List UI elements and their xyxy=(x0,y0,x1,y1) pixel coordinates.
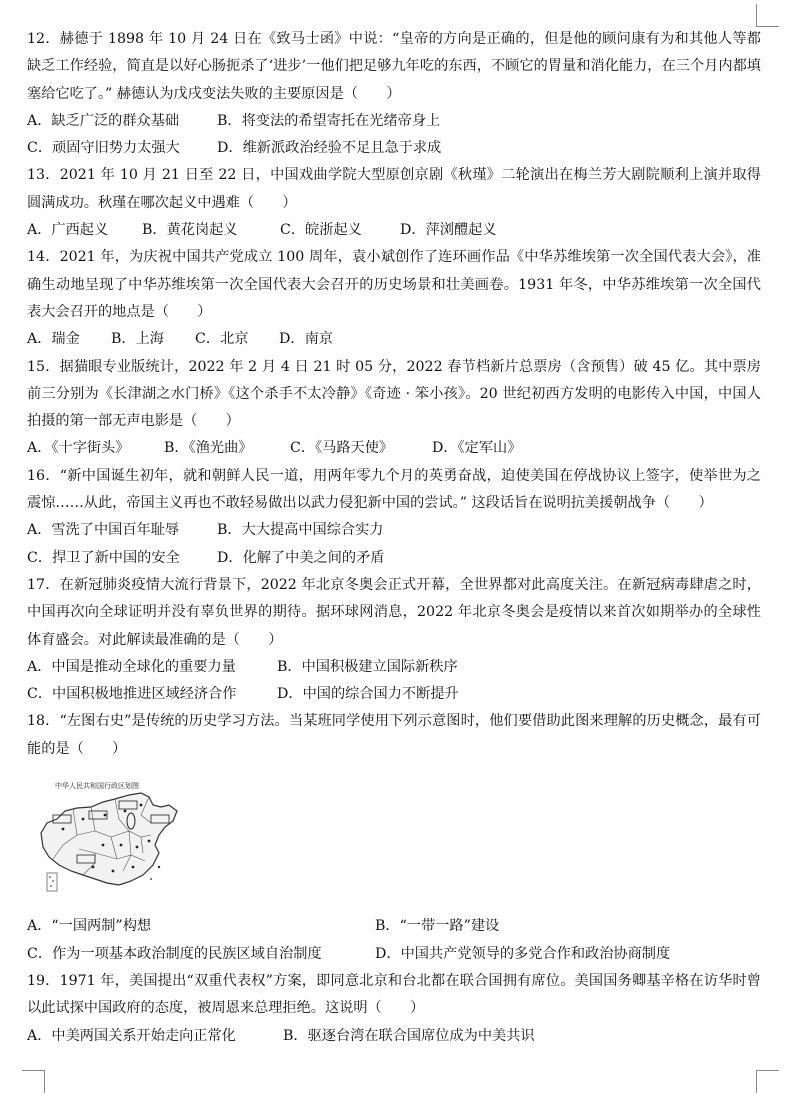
option-d[interactable]: D．维新派政治经验不足且急于求成 xyxy=(217,140,442,157)
question-13-stem: 13．2021 年 10 月 21 日至 22 日，中国戏曲学院大型原创京剧《秋瑾》二轮演出在梅兰芳大剧院顺利上演并取得圆满成功。秋瑾在哪次起义中遇难（ ） xyxy=(27,167,761,211)
option-a[interactable]: A．缺乏广泛的群众基础 xyxy=(27,112,180,129)
question-18-options-2 xyxy=(27,941,761,968)
question-17-options xyxy=(27,654,761,681)
option-b[interactable]: B．《渔光曲》 xyxy=(164,440,253,457)
option-a[interactable]: A．瑞金 xyxy=(27,331,80,348)
question-13-options xyxy=(27,217,761,244)
option-d[interactable]: D．化解了中美之间的矛盾 xyxy=(217,549,385,566)
option-c[interactable]: C．捍卫了新中国的安全 xyxy=(27,549,180,566)
question-16-options xyxy=(27,517,761,544)
question-19-options xyxy=(27,1023,761,1050)
corner-mark-bottom-right xyxy=(756,1070,779,1093)
option-b[interactable]: B．黄花岗起义 xyxy=(142,222,238,239)
option-c[interactable]: C．《马路天使》 xyxy=(290,440,394,457)
option-d[interactable]: D．萍浏醴起义 xyxy=(400,222,497,239)
option-b[interactable]: B．“一带一路”建设 xyxy=(375,918,500,935)
option-d[interactable]: D．中国的综合国力不断提升 xyxy=(277,686,459,703)
corner-mark-bottom-left xyxy=(22,1070,45,1093)
question-12-options xyxy=(27,108,761,135)
question-18-options xyxy=(27,913,761,940)
option-b[interactable]: B．上海 xyxy=(111,331,164,348)
option-c[interactable]: C．中国积极地推进区域经济合作 xyxy=(27,686,237,703)
option-a[interactable]: A．中美两国关系开始走向正常化 xyxy=(27,1027,236,1044)
option-d[interactable]: D．南京 xyxy=(279,331,333,348)
option-a[interactable]: A．广西起义 xyxy=(27,222,109,239)
option-b[interactable]: B．中国积极建立国际新秩序 xyxy=(277,658,458,675)
option-c[interactable]: C．皖浙起义 xyxy=(280,222,362,239)
question-17-options-2 xyxy=(27,681,761,708)
option-c[interactable]: C．北京 xyxy=(195,331,249,348)
question-16-options-2 xyxy=(27,545,761,572)
question-15-options xyxy=(27,435,761,462)
question-12-options-2 xyxy=(27,135,761,162)
question-17-stem: 17．在新冠肺炎疫情大流行背景下，2022 年北京冬奥会正式开幕，全世界都对此高度关注。在新冠病毒肆虐之时，中国再次向全球证明并没有辜负世界的期待。据环球网消息，2022 年北京冬奥会是疫情以来首次如期举办的全球性体育盛会。对此解读最准确的是（ ） xyxy=(27,576,761,648)
question-14-options xyxy=(27,326,761,353)
option-c[interactable]: C．顽固守旧势力太强大 xyxy=(27,140,180,157)
option-a[interactable]: A．《十字街头》 xyxy=(27,440,130,457)
option-b[interactable]: B．将变法的希望寄托在光绪帝身上 xyxy=(217,112,441,129)
china-administrative-map-figure xyxy=(33,775,193,897)
map-title: 中华人民共和国行政区划图 xyxy=(55,782,139,791)
question-19-stem: 19．1971 年，美国提出“双重代表权”方案，即同意北京和台北都在联合国拥有席位。美国国务卿基辛格在访华时曾以此试探中国政府的态度，被周恩来总理拒绝。这说明（ ） xyxy=(27,972,761,1017)
question-16-stem: 16．“新中国诞生初年，就和朝鲜人民一道，用两年零九个月的英勇奋战，迫使美国在停战协议上签字，使举世为之震惊……从此，帝国主义再也不敢轻易做出以武力侵犯新中国的尝试。” 这段话旨在说明抗美援朝战争（ ） xyxy=(27,467,761,512)
option-b[interactable]: B．驱逐台湾在联合国席位成为中美共识 xyxy=(283,1027,535,1044)
option-c[interactable]: C．作为一项基本政治制度的民族区域自治制度 xyxy=(27,945,322,962)
option-d[interactable]: D．《定军山》 xyxy=(432,440,522,457)
option-b[interactable]: B．大大提高中国综合实力 xyxy=(217,522,384,539)
question-14-stem: 14．2021 年，为庆祝中国共产党成立 100 周年，袁小斌创作了连环画作品《中华苏维埃第一次全国代表大会》，准确生动地呈现了中华苏维埃第一次全国代表大会召开的历史场景和壮美画卷。1931 年冬，中华苏维埃第一次全国代表大会召开的地点是（ ） xyxy=(27,249,761,320)
option-d[interactable]: D．中国共产党领导的多党合作和政治协商制度 xyxy=(375,945,671,962)
questions-body xyxy=(27,26,761,1050)
option-a[interactable]: A．中国是推动全球化的重要力量 xyxy=(27,658,236,675)
question-15-stem: 15．据猫眼专业版统计，2022 年 2 月 4 日 21 时 05 分，2022 春节档新片总票房（含预售）破 45 亿。其中票房前三分别为《长津湖之水门桥》《这个杀手不太冷静》《奇迹 · 笨小孩》。20 世纪初西方发明的电影传入中国，中国人拍摄的第一部无声电影是（ ） xyxy=(27,358,761,430)
corner-mark-top-right xyxy=(756,4,779,27)
option-a[interactable]: A．“一国两制”构想 xyxy=(27,918,152,935)
option-a[interactable]: A．雪洗了中国百年耻辱 xyxy=(27,522,180,539)
question-18-stem: 18．“左图右史”是传统的历史学习方法。当某班同学使用下列示意图时，他们要借助此图来理解的历史概念，最有可能的是（ ） xyxy=(27,713,761,757)
question-12-stem: 12．赫德于 1898 年 10 月 24 日在《致马士函》中说：“皇帝的方向是正确的，但是他的顾问康有为和其他人等都缺乏工作经验，简直是以好心肠扼杀了‘进步’一他们把足够九年吃的东西，不顾它的胃量和消化能力，在三个月内都填塞给它吃了。” 赫德认为戊戌变法失败的主要原因是（ ） xyxy=(27,31,761,102)
